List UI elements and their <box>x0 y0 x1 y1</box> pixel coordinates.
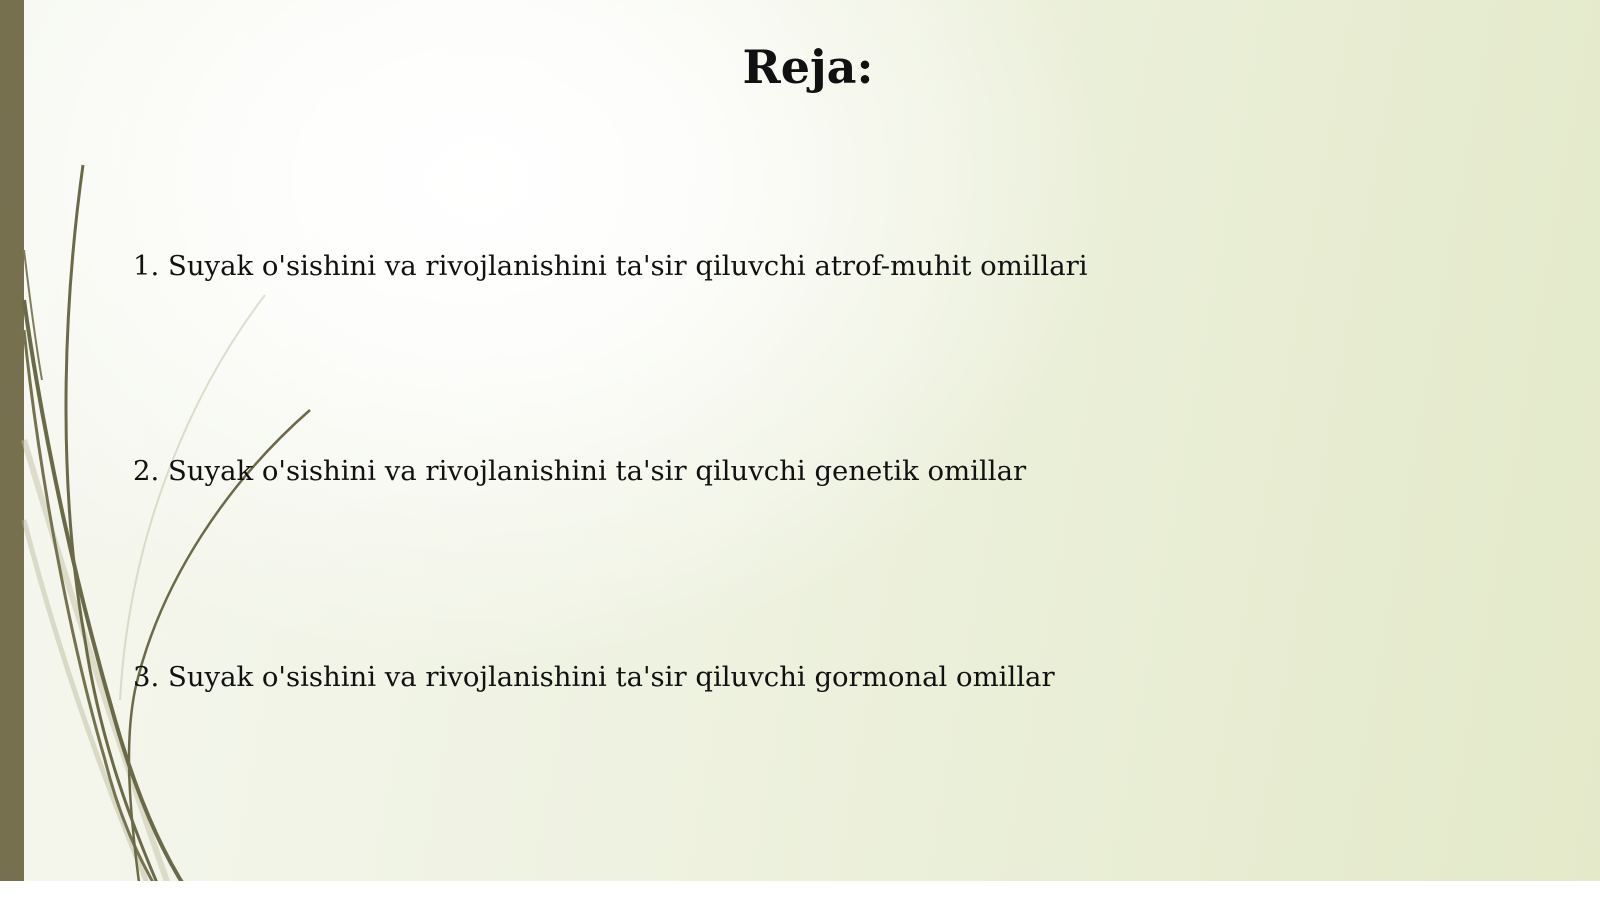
accent-bar <box>0 0 24 899</box>
bottom-margin <box>0 881 1600 899</box>
plan-item-2: 2. Suyak o'sishini va rivojlanishini ta'sir qiluvchi genetik omillar <box>133 455 1027 487</box>
plan-item-1: 1. Suyak o'sishini va rivojlanishini ta'sir qiluvchi atrof-muhit omillari <box>133 250 1088 282</box>
slide-title: Reja: <box>742 40 874 94</box>
plan-item-3: 3. Suyak o'sishini va rivojlanishini ta'sir qiluvchi gormonal omillar <box>133 661 1055 693</box>
grass-decoration <box>0 0 400 899</box>
